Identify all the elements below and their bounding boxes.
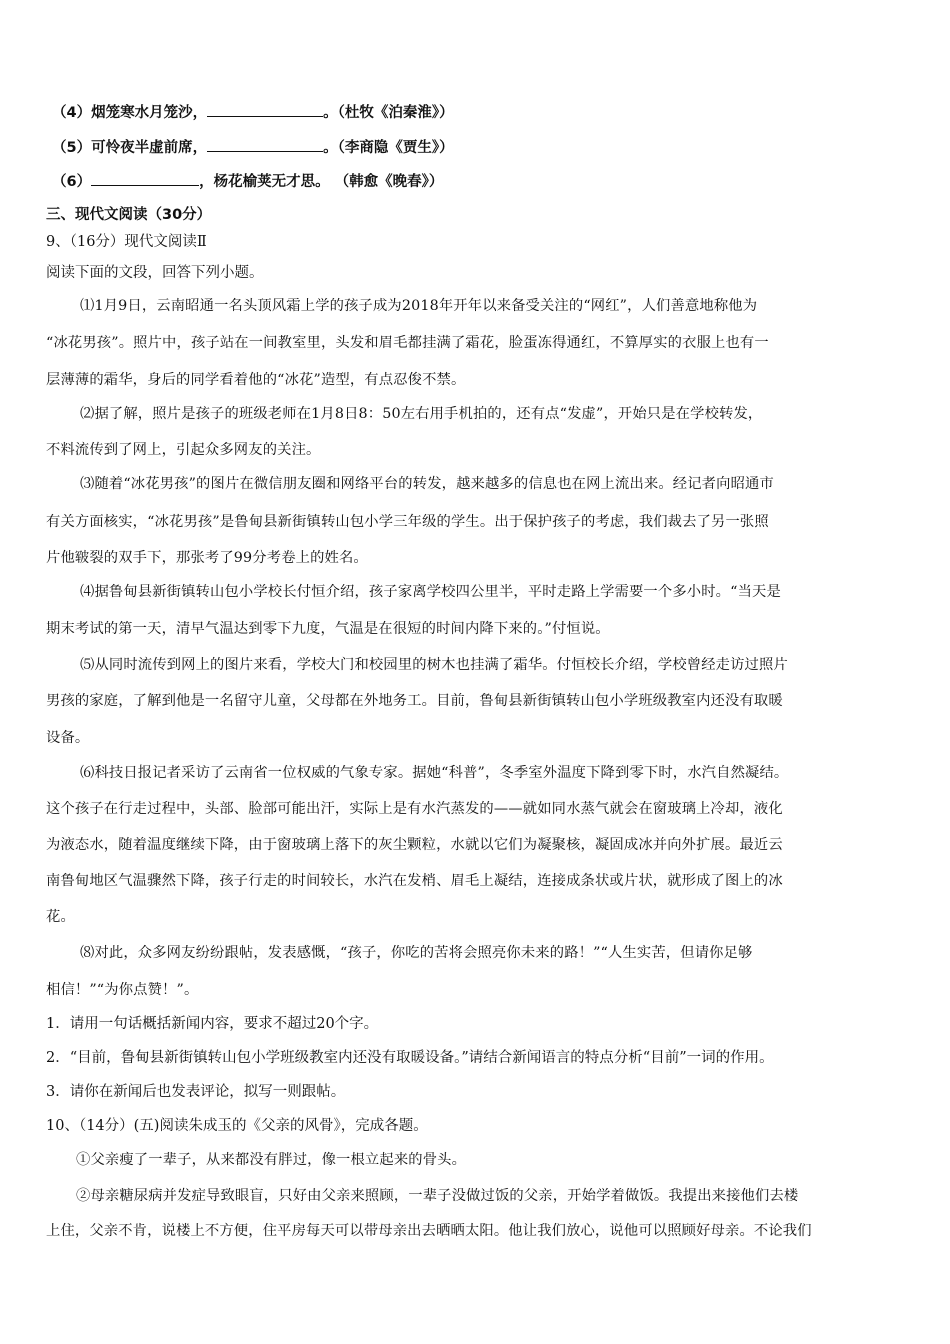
passage-line: ⑵据了解，照片是孩子的班级老师在1月8日8：50左右用手机拍的，还有点“发虚”，开始只是在学校转发， xyxy=(80,406,763,422)
passage-line: ⑷据鲁甸县新街镇转山包小学校长付恒介绍，孩子家离学校四公里半，平时走路上学需要一个多小时。“当天是 xyxy=(80,584,781,600)
passage-line: 有关方面核实，“冰花男孩”是鲁甸县新街镇转山包小学三年级的学生。出于保护孩子的考虑，我们裁去了另一张照 xyxy=(46,514,769,530)
passage-line: ②母亲糖尿病并发症导致眼盲，只好由父亲来照顾，一辈子没做过饭的父亲，开始学着做饭。我提出来接他们去楼 xyxy=(76,1188,799,1204)
poetry-line-4 xyxy=(52,102,454,123)
passage-line: 期末考试的第一天，清早气温达到零下九度，气温是在很短的时间内降下来的。”付恒说。 xyxy=(46,621,610,637)
passage-line: 上住，父亲不肯，说楼上不方便，住平房每天可以带母亲出去晒晒太阳。他让我们放心，说他可以照顾好母亲。不论我们 xyxy=(46,1223,812,1239)
passage-line: ⑸从同时流传到网上的图片来看，学校大门和校园里的树木也挂满了霜华。付恒校长介绍，学校曾经走访过照片 xyxy=(80,657,788,673)
poetry-text: （5）可怜夜半虚前席， xyxy=(52,140,208,156)
poetry-text: （4）烟笼寒水月笼沙， xyxy=(52,105,208,121)
question-9-title: 9、（16分）现代文阅读Ⅱ xyxy=(46,234,207,250)
passage-line: 不料流传到了网上，引起众多网友的关注。 xyxy=(46,442,321,458)
section-title: 三、现代文阅读（30分） xyxy=(46,207,212,223)
passage-line: ⑴1月9日，云南昭通一名头顶风霜上学的孩子成为2018年开年以来备受关注的“网红”，人们善意地称他为 xyxy=(80,298,758,314)
passage-line: 这个孩子在行走过程中，头部、脸部可能出汗，实际上是有水汽蒸发的——就如同水蒸气就会在窗玻璃上冷却，液化 xyxy=(46,801,783,817)
passage-line: 男孩的家庭，了解到他是一名留守儿童，父母都在外地务工。目前，鲁甸县新街镇转山包小学班级教室内还没有取暖 xyxy=(46,693,783,709)
answer-blank xyxy=(207,102,323,117)
passage-line: 层薄薄的霜华，身后的同学看着他的“冰花”造型，有点忍俊不禁。 xyxy=(46,372,466,388)
subquestion-3: 3．请你在新闻后也发表评论，拟写一则跟帖。 xyxy=(46,1084,346,1100)
passage-line: ⑹科技日报记者采访了云南省一位权威的气象专家。据她“科普”，冬季室外温度下降到零下时，水汽自然凝结。 xyxy=(80,765,789,781)
poetry-line-6 xyxy=(52,171,443,192)
passage-line: ⑶随着“冰花男孩”的图片在微信朋友圈和网络平台的转发，越来越多的信息也在网上流出来。经记者向昭通市 xyxy=(80,476,774,492)
passage-line: 南鲁甸地区气温骤然下降，孩子行走的时间较长，水汽在发梢、眉毛上凝结，连接成条状或片状，就形成了图上的冰 xyxy=(46,873,783,889)
passage-line: ⑻对此，众多网友纷纷跟帖，发表感慨，“孩子，你吃的苦将会照亮你未来的路！”“人生实苦，但请你足够 xyxy=(80,945,753,961)
subquestion-2: 2．“目前，鲁甸县新街镇转山包小学班级教室内还没有取暖设备。”请结合新闻语言的特点分析“目前”一词的作用。 xyxy=(46,1050,774,1066)
passage-line: 设备。 xyxy=(46,730,90,746)
question-10-title: 10、（14分）(五)阅读朱成玉的《父亲的风骨》，完成各题。 xyxy=(46,1118,428,1134)
poetry-source: ，杨花榆荚无才思。 （韩愈《晚春》） xyxy=(199,174,444,190)
poetry-source: 。（李商隐《贾生》） xyxy=(323,140,454,156)
poetry-line-5 xyxy=(52,137,454,158)
passage-line: 片他皲裂的双手下，那张考了99分考卷上的姓名。 xyxy=(46,550,368,566)
passage-line: 为液态水，随着温度继续下降，由于窗玻璃上落下的灰尘颗粒，水就以它们为凝聚核，凝固成冰并向外扩展。最近云 xyxy=(46,837,783,853)
answer-blank xyxy=(207,137,323,152)
passage-line: 相信！”“为你点赞！”。 xyxy=(46,982,199,998)
passage-line: ①父亲瘦了一辈子，从来都没有胖过，像一根立起来的骨头。 xyxy=(76,1152,467,1168)
poetry-source: 。（杜牧《泊秦淮》） xyxy=(323,105,454,121)
passage-line: “冰花男孩”。照片中，孩子站在一间教室里，头发和眉毛都挂满了霜花，脸蛋冻得通红，不算厚实的衣服上也有一 xyxy=(46,335,769,351)
subquestion-1: 1．请用一句话概括新闻内容，要求不超过20个字。 xyxy=(46,1016,379,1032)
answer-blank xyxy=(91,171,199,186)
question-9-instruction: 阅读下面的文段，回答下列小题。 xyxy=(46,265,264,281)
poetry-text: （6） xyxy=(52,174,92,190)
passage-line: 花。 xyxy=(46,909,75,925)
